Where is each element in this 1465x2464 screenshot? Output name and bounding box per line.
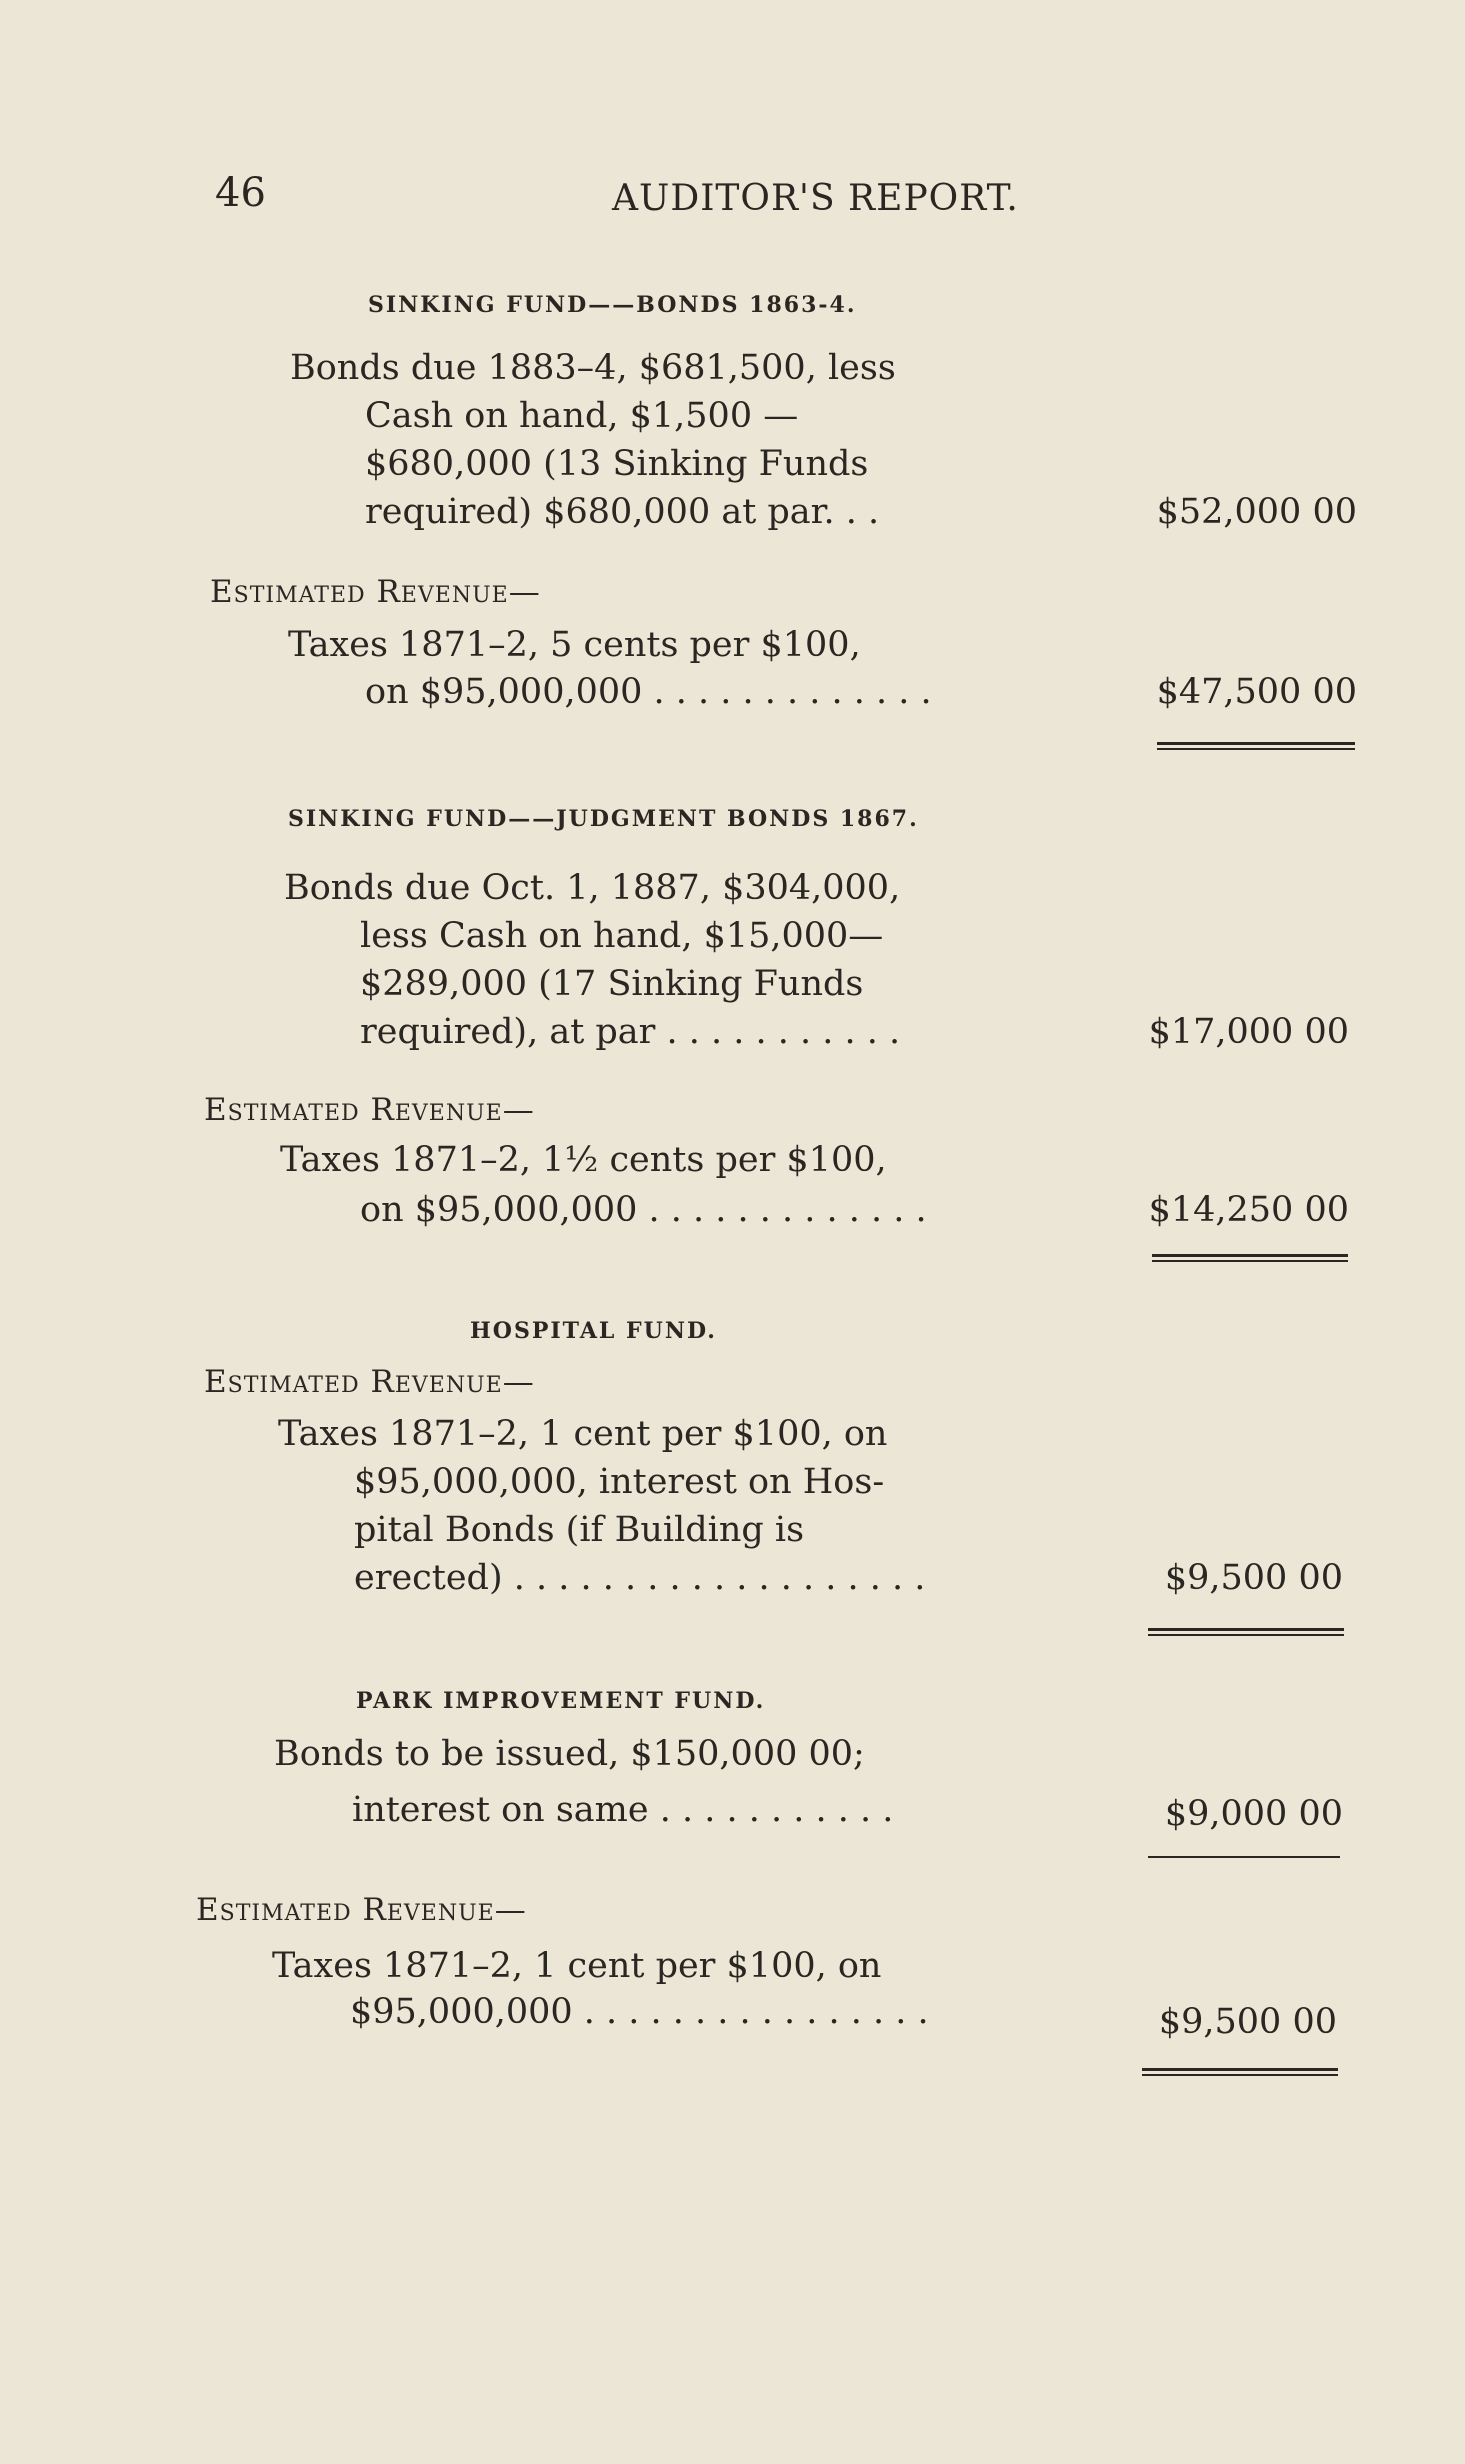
body-line: Bonds due Oct. 1, 1887, $304,000, [284,868,901,908]
page-number: 46 [215,170,266,216]
body-line: interest on same . . . . . . . . . . . [352,1790,894,1830]
body-line: on $95,000,000 . . . . . . . . . . . . . [365,672,932,712]
amount: $47,500 00 [1156,672,1357,712]
body-line: pital Bonds (if Building is [354,1510,805,1550]
amount: $17,000 00 [1148,1012,1349,1052]
body-line: Taxes 1871–2, 5 cents per $100, [288,625,861,665]
body-line: required) $680,000 at par. . . [365,492,880,532]
double-rule [1142,2068,1338,2071]
body-line: Taxes 1871–2, 1 cent per $100, on [278,1414,888,1454]
double-rule [1152,1260,1348,1262]
body-line: Bonds to be issued, $150,000 00; [274,1734,865,1774]
double-rule [1148,1634,1344,1636]
body-line: $95,000,000 . . . . . . . . . . . . . . . . [350,1992,929,2032]
revenue-label: Estimated Revenue— [196,1892,527,1928]
double-rule [1157,742,1355,745]
amount: $52,000 00 [1156,492,1357,532]
section-heading: HOSPITAL FUND. [470,1318,717,1344]
body-line: less Cash on hand, $15,000— [360,916,884,956]
double-rule [1142,2074,1338,2076]
double-rule [1157,748,1355,750]
amount: $9,500 00 [1158,2002,1337,2042]
body-line: erected) . . . . . . . . . . . . . . . . . . . [354,1558,926,1598]
revenue-label: Estimated Revenue— [204,1092,535,1128]
body-line: Cash on hand, $1,500 — [365,396,799,436]
revenue-label: Estimated Revenue— [210,574,541,610]
amount: $9,500 00 [1164,1558,1343,1598]
body-line: $289,000 (17 Sinking Funds [360,964,864,1004]
double-rule [1152,1254,1348,1257]
body-line: required), at par . . . . . . . . . . . [360,1012,901,1052]
double-rule [1148,1628,1344,1631]
body-line: $95,000,000, interest on Hos- [354,1462,885,1502]
amount: $9,000 00 [1164,1794,1343,1834]
section-heading: SINKING FUND——JUDGMENT BONDS 1867. [288,806,919,832]
amount: $14,250 00 [1148,1190,1349,1230]
single-rule [1148,1856,1340,1858]
body-line: Taxes 1871–2, 1 cent per $100, on [272,1946,882,1986]
running-head: AUDITOR'S REPORT. [612,178,1019,219]
body-line: on $95,000,000 . . . . . . . . . . . . . [360,1190,927,1230]
body-line: $680,000 (13 Sinking Funds [365,444,869,484]
section-heading: PARK IMPROVEMENT FUND. [356,1688,766,1714]
revenue-label: Estimated Revenue— [204,1364,535,1400]
section-heading: SINKING FUND——BONDS 1863-4. [368,292,857,318]
body-line: Taxes 1871–2, 1½ cents per $100, [280,1140,887,1180]
body-line: Bonds due 1883–4, $681,500, less [290,348,896,388]
